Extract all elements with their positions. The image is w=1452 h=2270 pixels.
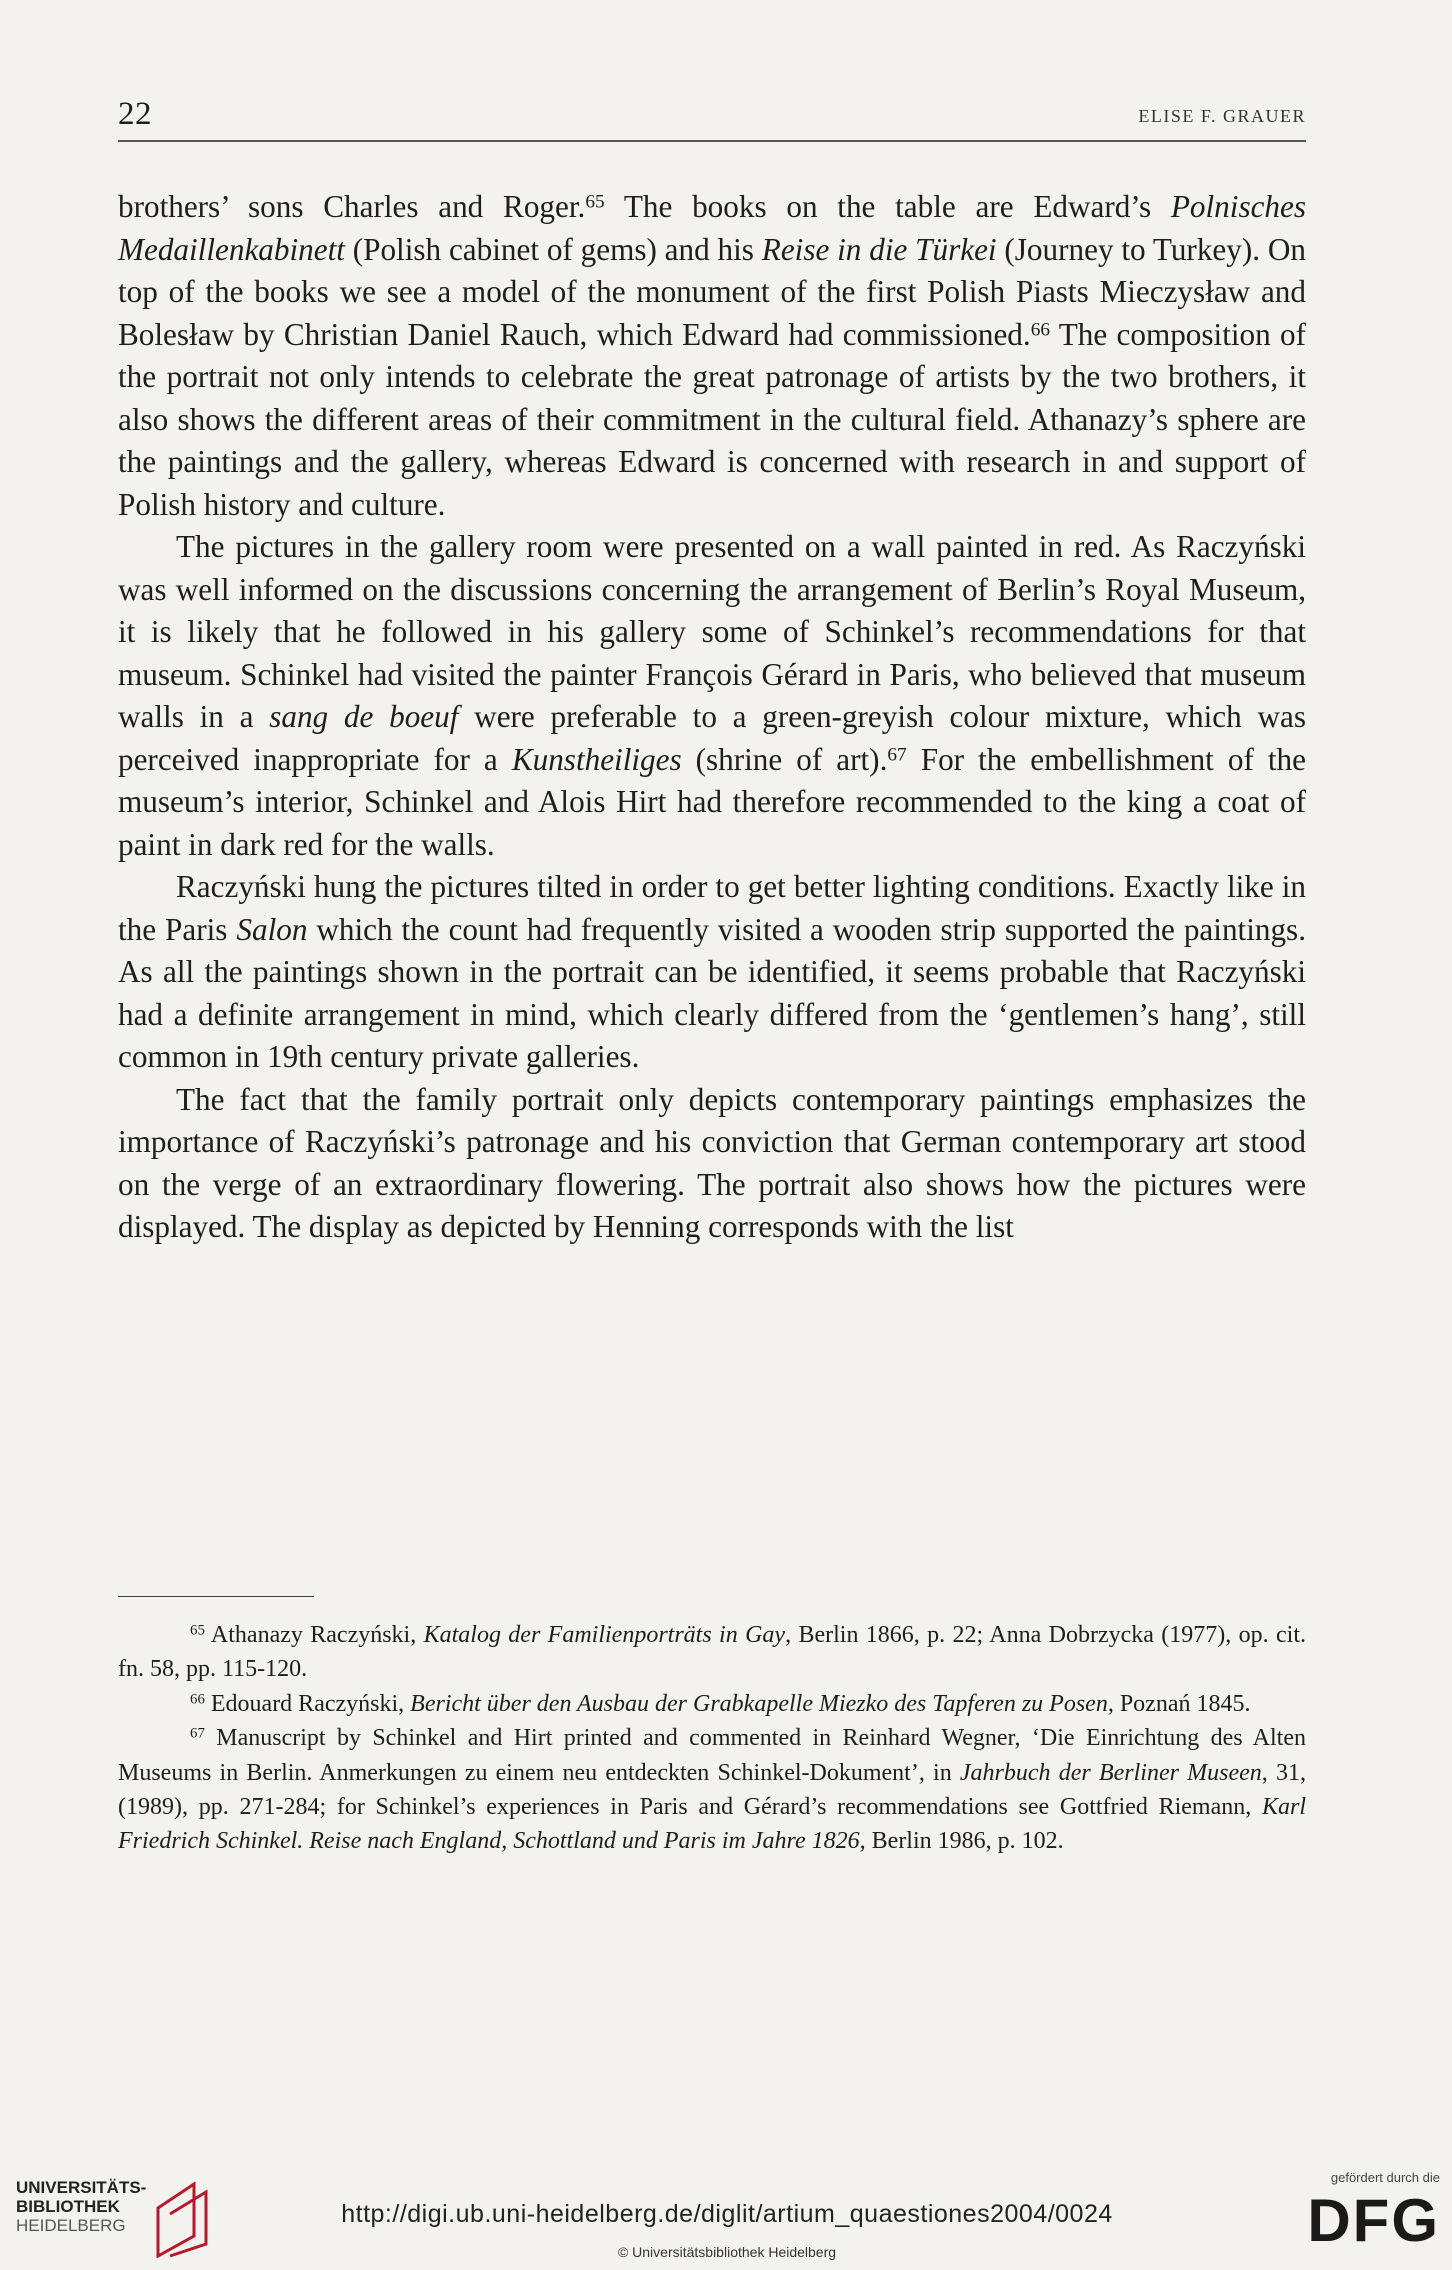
library-name-line2: BIBLIOTHEK: [16, 2197, 120, 2216]
digitization-footer: [0, 2140, 1452, 2270]
paragraph: brothers’ sons Charles and Roger.$^{65}$ The books on the table are Edward’s Polnisches Medaillenkabinett (Polish cabinet of gems) and his Reise in die Türkei (Journey to Turkey). On top of the books we see a model of the monument of the first Polish Piasts Mieczysław and Bolesław by Christian Daniel Rauch, which Edward had commissioned.$^{66}$ The composition of the portrait not only intends to celebrate the great patronage of artists by the two brothers, it also shows the different areas of their commitment in the cultural field. Athanazy’s sphere are the paintings and the gallery, whereas Edward is concerned with research in and support of Polish history and culture.: [118, 189, 1306, 522]
paragraph: The pictures in the gallery room were presented on a wall painted in red. As Raczyński was well informed on the discussions concerning the arrangement of Berlin’s Royal Museum, it is likely that he followed in his gallery some of Schinkel’s recommendations for that museum. Schinkel had visited the painter François Gérard in Paris, who believed that museum walls in a sang de boeuf were preferable to a green-greyish colour mixture, which was perceived inappropriate for a Kunstheiliges (shrine of art).$^{67}$ For the embellishment of the museum’s interior, Schinkel and Alois Hirt had therefore recommended to the king a coat of paint in dark red for the walls.: [118, 529, 1306, 862]
paragraph: The fact that the family portrait only depicts contemporary paintings emphasizes the importance of Raczyński’s patronage and his conviction that German contemporary art stood on the verge of an extraordinary flowering. The portrait also shows how the pictures were displayed. The display as depicted by Henning corresponds with the list: [118, 1081, 1306, 1244]
footnote-67: $^{67}$ Manuscript by Schinkel and Hirt printed and commented in Reinhard Wegner, ‘Die Einrichtung des Alten Museums in Berlin. Anmerkungen zu einem neu entdeckten Schinkel-Dokument’, in Jahrbuch der Berliner Museen, 31, (1989), pp. 271-284; for Schinkel’s experiences in Paris and Gérard’s recommendations see Gottfried Riemann, Karl Friedrich Schinkel. Reise nach England, Schottland und Paris im Jahre 1826, Berlin 1986, p. 102.: [118, 1725, 1307, 1855]
funder-label: gefördert durch die: [1330, 2170, 1440, 2185]
funder-name: DFG: [1307, 2187, 1440, 2254]
italic-term: Salon: [236, 911, 308, 947]
permalink[interactable]: http://digi.ub.uni-heidelberg.de/diglit/artium_quaestiones2004/0024: [341, 2200, 1113, 2228]
funder-logo[interactable]: [1290, 2170, 1440, 2265]
library-name-line3: HEIDELBERG: [16, 2216, 126, 2235]
italic-term: Kunstheiliges: [511, 741, 682, 777]
copyright-notice: © Universitätsbibliothek Heidelberg: [617, 2244, 837, 2260]
footnote-number: 65: [190, 1622, 205, 1639]
body-text: [118, 186, 1306, 1249]
footnote-number: 67: [190, 1725, 205, 1742]
library-name-line1: UNIVERSITÄTS-: [16, 2178, 147, 2197]
book-title: Reise in die Türkei: [761, 231, 997, 267]
paragraph: Raczyński hung the pictures tilted in order to get better lighting conditions. Exactly like in the Paris Salon which the count had frequently visited a wooden strip supported the paintings. As all the paintings shown in the portrait can be identified, it seems probable that Raczyński had a definite arrangement in mind, which clearly differed from the ‘gentlemen’s hang’, still common in 19th century private galleries.: [118, 869, 1306, 1074]
footnote-number: 66: [190, 1691, 205, 1708]
footnote-divider: [118, 1596, 314, 1597]
footnote-ref[interactable]: 66: [1030, 318, 1051, 340]
footnote-66: $^{66}$ Edouard Raczyński, Bericht über den Ausbau der Grabkapelle Miezko des Tapferen zu Posen, Poznań 1845.: [190, 1690, 1251, 1717]
running-head: ELISE F. GRAUER: [1138, 106, 1306, 126]
book-title: Polnisches Medaillenkabinett: [118, 189, 1306, 267]
page-header: [118, 94, 1306, 142]
footnote-ref[interactable]: 65: [585, 191, 605, 213]
footnote-ref[interactable]: 67: [887, 743, 907, 765]
footnote-65: $^{65}$ Athanazy Raczyński, Katalog der Familienporträts in Gay, Berlin 1866, p. 22; Anna Dobrzycka (1977), op. cit. fn. 58, pp. 115-120.: [118, 1622, 1306, 1683]
library-logo[interactable]: [16, 2178, 216, 2258]
library-mark-icon: [154, 2178, 216, 2258]
page-number: 22: [118, 96, 152, 132]
footnotes: [118, 1618, 1306, 1859]
italic-term: sang de boeuf: [269, 699, 459, 734]
